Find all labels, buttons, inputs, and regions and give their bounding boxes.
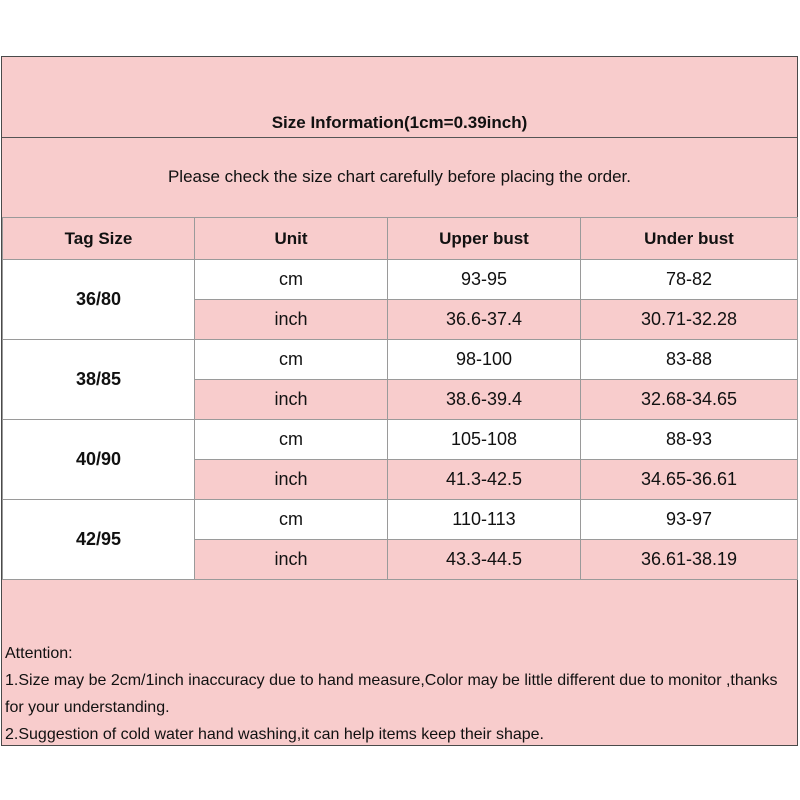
- attention-note-1: 1.Size may be 2cm/1inch inaccuracy due to hand measure,Color may be little different due to monitor ,thanks for your understanding.: [5, 672, 778, 716]
- tag-size-cell: 40/90: [3, 420, 195, 500]
- table-row: [3, 340, 798, 380]
- attention-heading: Attention:: [5, 645, 73, 662]
- size-chart-sheet: [1, 56, 798, 746]
- header-tag-size: Tag Size: [3, 218, 195, 260]
- table-row: [3, 260, 798, 300]
- under-bust-cell: 88-93: [581, 420, 798, 460]
- under-bust-cell: 34.65-36.61: [581, 460, 798, 500]
- under-bust-cell: 93-97: [581, 500, 798, 540]
- tag-size-cell: 38/85: [3, 340, 195, 420]
- table-row: [3, 500, 798, 540]
- header-row: [3, 218, 798, 260]
- size-table: [2, 217, 798, 580]
- header-under-bust: Under bust: [581, 218, 798, 260]
- under-bust-cell: 78-82: [581, 260, 798, 300]
- upper-bust-cell: 43.3-44.5: [388, 540, 581, 580]
- upper-bust-cell: 93-95: [388, 260, 581, 300]
- header-unit: Unit: [195, 218, 388, 260]
- unit-cell: inch: [195, 540, 388, 580]
- upper-bust-cell: 41.3-42.5: [388, 460, 581, 500]
- header-upper-bust: Upper bust: [388, 218, 581, 260]
- chart-subtitle: Please check the size chart carefully before placing the order.: [167, 167, 632, 186]
- tag-size-cell: 42/95: [3, 500, 195, 580]
- unit-cell: inch: [195, 380, 388, 420]
- attention-note-2: 2.Suggestion of cold water hand washing,it can help items keep their shape.: [5, 726, 544, 743]
- under-bust-cell: 36.61-38.19: [581, 540, 798, 580]
- unit-cell: cm: [195, 500, 388, 540]
- under-bust-cell: 30.71-32.28: [581, 300, 798, 340]
- chart-title: Size Information(1cm=0.39inch): [271, 113, 528, 132]
- subtitle-row: [2, 137, 797, 218]
- upper-bust-cell: 98-100: [388, 340, 581, 380]
- upper-bust-cell: 38.6-39.4: [388, 380, 581, 420]
- upper-bust-cell: 105-108: [388, 420, 581, 460]
- attention-notes: [5, 640, 797, 748]
- unit-cell: cm: [195, 260, 388, 300]
- unit-cell: cm: [195, 340, 388, 380]
- under-bust-cell: 32.68-34.65: [581, 380, 798, 420]
- upper-bust-cell: 36.6-37.4: [388, 300, 581, 340]
- unit-cell: inch: [195, 460, 388, 500]
- under-bust-cell: 83-88: [581, 340, 798, 380]
- unit-cell: cm: [195, 420, 388, 460]
- unit-cell: inch: [195, 300, 388, 340]
- upper-bust-cell: 110-113: [388, 500, 581, 540]
- table-row: [3, 420, 798, 460]
- tag-size-cell: 36/80: [3, 260, 195, 340]
- title-row: [2, 57, 797, 138]
